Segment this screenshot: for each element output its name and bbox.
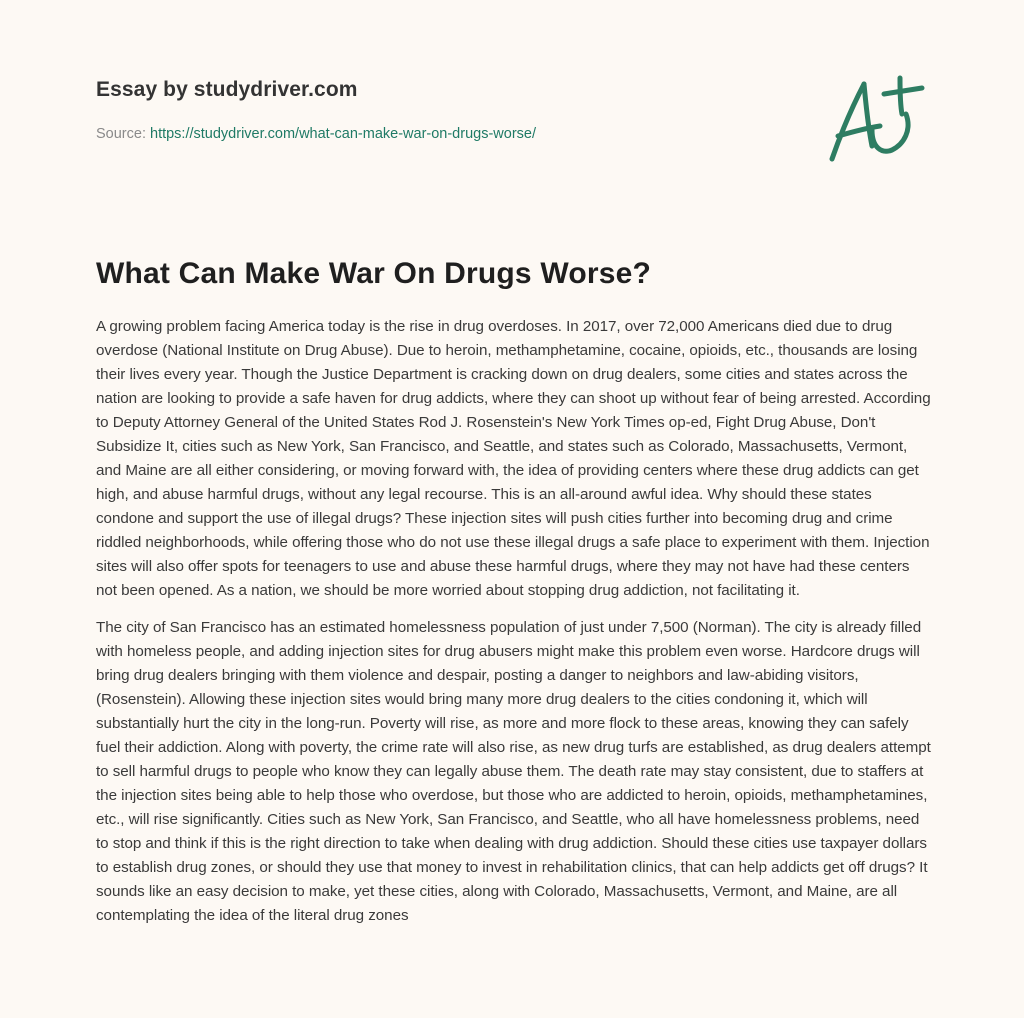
essay-body (96, 315, 932, 941)
a-plus-grade-icon (820, 66, 930, 166)
page-header (96, 74, 936, 144)
source-label: Source: (96, 126, 150, 142)
essay-paragraph: The city of San Francisco has an estimated homelessness population of just under 7,500 (Norman). The city is already filled with homeless people, and adding injection sites for drug abusers might make this problem even worse. Hardcore drugs will bring drug dealers bringing with them violence and despair, posting a danger to neighbors and law-abiding visitors, (Rosenstein). Allowing these injection sites would bring many more drug dealers to the cities condoning it, which will substantially hurt the city in the long-run. Poverty will rise, as more and more flock to these areas, knowing they can safely fuel their addiction. Along with poverty, the crime rate will also rise, as new drug turfs are established, as drug dealers attempt to sell harmful drugs to people who know they can legally abuse them. The death rate may stay consistent, due to staffers at the injection sites being able to help those who overdose, but those who are addicted to heroin, opioids, methamphetamines, etc., will rise significantly. Cities such as New York, San Francisco, and Seattle, who all have homelessness problems, need to stop and think if this is the right direction to take when dealing with drug addiction. Should these cities use taxpayer dollars to establish drug zones, or should they use that money to invest in rehabilitation clinics, that can help addicts get off drugs? It sounds like an easy decision to make, yet these cities, along with Colorado, Massachusetts, Vermont, and Maine, are all contemplating the idea of the literal drug zones (96, 619, 931, 924)
brand-title: Essay by studydriver.com (96, 78, 358, 101)
source-link[interactable]: https://studydriver.com/what-can-make-war-on-drugs-worse/ (150, 126, 536, 142)
source-line (96, 124, 936, 144)
essay-paragraph: A growing problem facing America today is the rise in drug overdoses. In 2017, over 72,000 Americans died due to drug overdose (National Institute on Drug Abuse). Due to heroin, methamphetamine, cocaine, opioids, etc., thousands are losing their lives every year. Though the Justice Department is cracking down on drug dealers, some cities and states across the nation are looking to provide a safe haven for drug addicts, where they can shoot up without fear of being arrested. According to Deputy Attorney General of the United States Rod J. Rosenstein's New York Times op-ed, Fight Drug Abuse, Don't Subsidize It, cities such as New York, San Francisco, and Seattle, and states such as Colorado, Massachusetts, Vermont, and Maine are all either considering, or moving forward with, the idea of providing centers where these drug addicts can get high, and abuse harmful drugs, without any legal recourse. This is an all-around awful idea. Why should these states condone and support the use of illegal drugs? These injection sites will push cities further into becoming drug and crime riddled neighborhoods, while offering those who do not use these illegal drugs a safe place to experiment with them. Injection sites will also offer spots for teenagers to use and abuse these harmful drugs, where they may not have had these centers not been opened. As a nation, we should be more worried about stopping drug addiction, not facilitating it. (96, 318, 931, 599)
essay-title: What Can Make War On Drugs Worse? (96, 257, 652, 290)
